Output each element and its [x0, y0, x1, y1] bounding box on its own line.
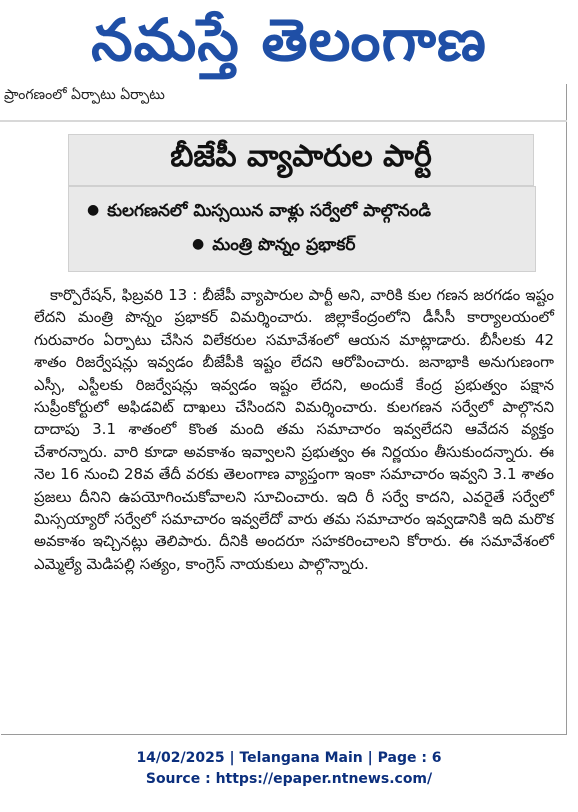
- subheadline-box: [68, 186, 536, 272]
- subheadline-item: [192, 235, 355, 259]
- subheadline-text: మంత్రి పొన్నం ప్రభాకర్: [212, 235, 356, 255]
- article-headline: బీజేపీ వ్యాపారుల పార్టీ: [170, 139, 432, 174]
- source-link[interactable]: Source : https://epaper.ntnews.com/: [145, 771, 433, 787]
- subheadline-item: [87, 201, 431, 225]
- article-body: కార్పొరేషన్, ఫిబ్రవరి 13 : బీజేపీ వ్యాపారుల పార్టీ అని, వారికి కుల గణన జరగడం ఇష్టం లేదని మంత్రి పొన్నం ప్రభాకర్ విమర్శించారు. జిల్లాకేంద్రంలోని డీసీసీ కార్యాలయంలో గురువారం ఏర్పాటు చేసిన విలేకరుల సమావేశంలో ఆయన మాట్లాడారు. బీసీలకు 42 శాతం రిజర్వేషన్లు ఇవ్వడం బీజేపీకి ఇష్టం లేదని ఆరోపించారు. జనాభాకి అనుగుణంగా ఎస్సీ, ఎస్టీలకు రిజర్వేషన్లు ఇవ్వడం ఇష్టం లేదని, అందుకే కేంద్ర ప్రభుత్వం పక్షాన సుప్రీంకోర్టులో అఫిడవిట్ దాఖలు చేసిందని విమర్శించారు. కులగణన సర్వేలో పాల్గొనని దాదాపు 3.1 శాతంలో కొంత మంది తమ సమాచారం ఇవ్వలేదని ఆవేదన వ్యక్తం చేశారన్నారు. వారి కూడా అవకాశం ఇవ్వాలని ప్రభుత్వం ఈ నిర్ణయం తీసుకుందన్నారు. ఈ నెల 16 నుంచి 28వ తేదీ వరకు తెలంగాణ వ్యాప్తంగా ఇంకా సమాచారం ఇవ్వని 3.1 శాతం ప్రజలు దీనిని ఉపయోగించుకోవాలని సూచించారు. ఇది రీ సర్వే కాదని, ఎవరైతే సర్వేలో మిస్సయ్యారో సర్వేలో సమాచారం ఇవ్వలేదో వారు తమ సమాచారం ఇవ్వడానికి ఇది మరొక అవకాశం ఇచ్చినట్లు తెలిపారు. దీనికి అందరూ సహకరించాలని కోరారు. ఈ సమావేశంలో ఎమ్మెల్యే మెడిపల్లి సత్యం, కాంగ్రెస్ నాయకులు పాల్గొన్నారు.: [34, 286, 554, 573]
- edition-info: 14/02/2025 | Telangana Main | Page : 6: [136, 750, 442, 766]
- clipped-previous-line: ప్రాంగణంలో ఏర్పాటు ఏర్పాటు: [4, 87, 165, 103]
- newspaper-masthead: [0, 0, 578, 82]
- subheadline-text: కులగణనలో మిస్సయిన వాళ్లు సర్వేలో పాల్గొనండి: [107, 201, 431, 221]
- divider: [0, 120, 567, 122]
- masthead-title: నమస్తే తెలంగాణ: [91, 6, 487, 74]
- bullet-icon: ●: [87, 202, 100, 218]
- page-footer: [0, 748, 578, 790]
- headline-box: [68, 134, 534, 186]
- bullet-icon: ●: [192, 236, 205, 252]
